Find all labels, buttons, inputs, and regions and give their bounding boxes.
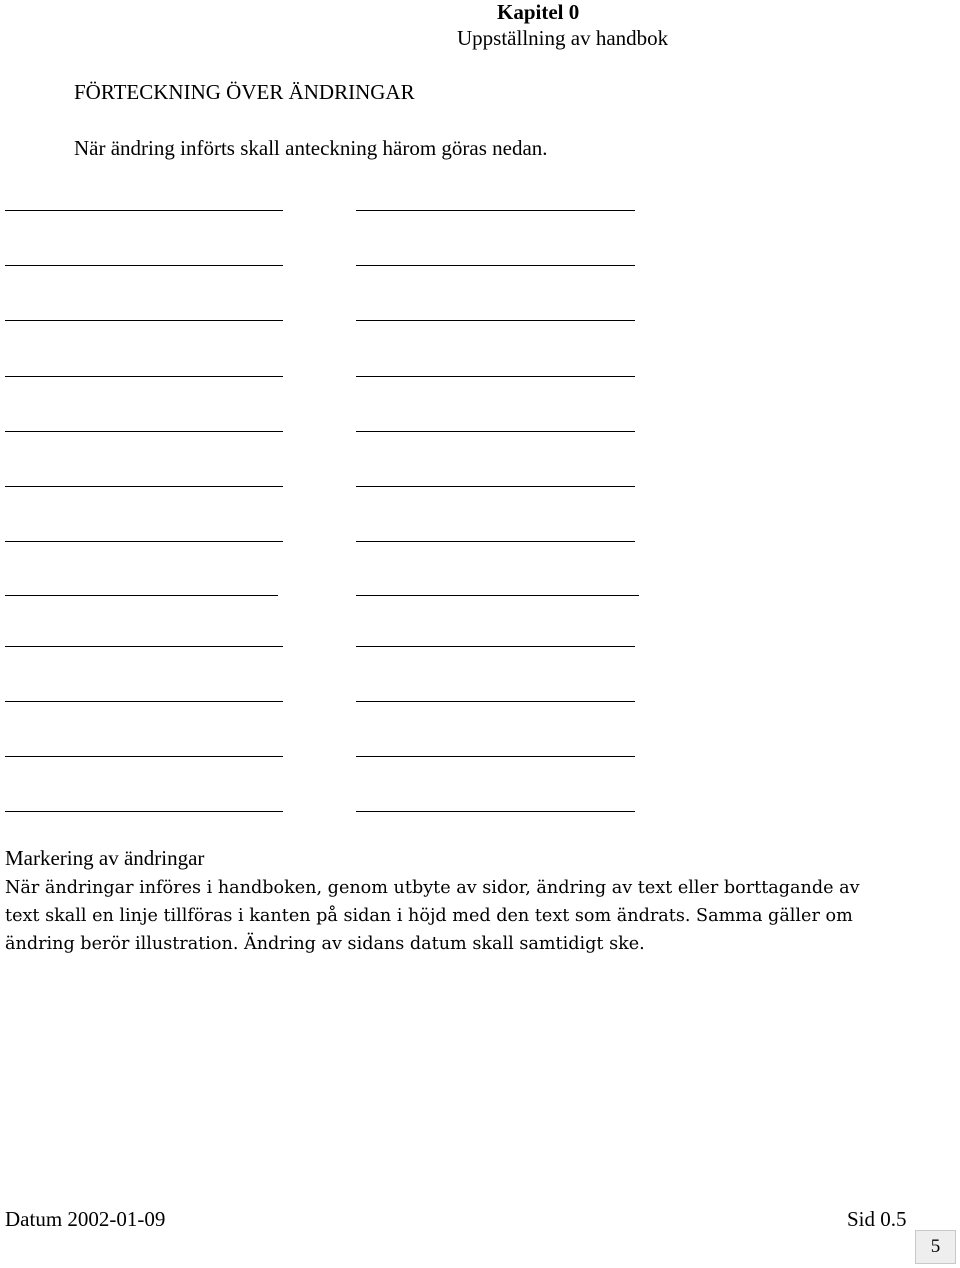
entry-line-left bbox=[5, 486, 283, 487]
changes-instruction: När ändring införts skall anteckning härom göras nedan. bbox=[74, 136, 548, 160]
entry-line-right bbox=[356, 486, 635, 487]
entry-line-left bbox=[5, 320, 283, 321]
marking-heading: Markering av ändringar bbox=[5, 846, 205, 870]
entry-line-right bbox=[356, 541, 635, 542]
entry-line-left bbox=[5, 811, 283, 812]
marking-body-line: När ändringar införes i handboken, genom utbyte av sidor, ändring av text eller borttagande av bbox=[5, 878, 860, 898]
entry-line-right bbox=[356, 320, 635, 321]
changes-list-title: FÖRTECKNING ÖVER ÄNDRINGAR bbox=[74, 80, 415, 104]
entry-line-right bbox=[356, 811, 635, 812]
entry-line-left bbox=[5, 265, 283, 266]
footer-page-label: Sid 0.5 bbox=[847, 1207, 907, 1231]
entry-line-left bbox=[5, 701, 283, 702]
entry-line-right bbox=[356, 756, 635, 757]
entry-line-right bbox=[356, 595, 639, 596]
entry-line-left bbox=[5, 541, 283, 542]
marking-body-line: text skall en linje tillföras i kanten på sidan i höjd med den text som ändrats. Samma gäller om bbox=[5, 906, 853, 926]
entry-line-right bbox=[356, 431, 635, 432]
entry-line-right bbox=[356, 210, 635, 211]
entry-line-right bbox=[356, 646, 635, 647]
footer-date: Datum 2002-01-09 bbox=[5, 1207, 166, 1231]
marking-body bbox=[5, 874, 905, 958]
chapter-subtitle: Uppställning av handbok bbox=[457, 26, 669, 50]
chapter-title: Kapitel 0 bbox=[497, 0, 580, 24]
entry-line-left bbox=[5, 431, 283, 432]
page-number-box: 5 bbox=[915, 1230, 956, 1264]
entry-line-right bbox=[356, 265, 635, 266]
entry-line-right bbox=[356, 376, 635, 377]
entry-line-left bbox=[5, 646, 283, 647]
entry-line-right bbox=[356, 701, 635, 702]
entry-line-left bbox=[5, 376, 283, 377]
marking-body-line: ändring berör illustration. Ändring av sidans datum skall samtidigt ske. bbox=[5, 934, 645, 954]
entry-line-left bbox=[5, 756, 283, 757]
entry-line-left bbox=[5, 595, 278, 596]
entry-line-left bbox=[5, 210, 283, 211]
